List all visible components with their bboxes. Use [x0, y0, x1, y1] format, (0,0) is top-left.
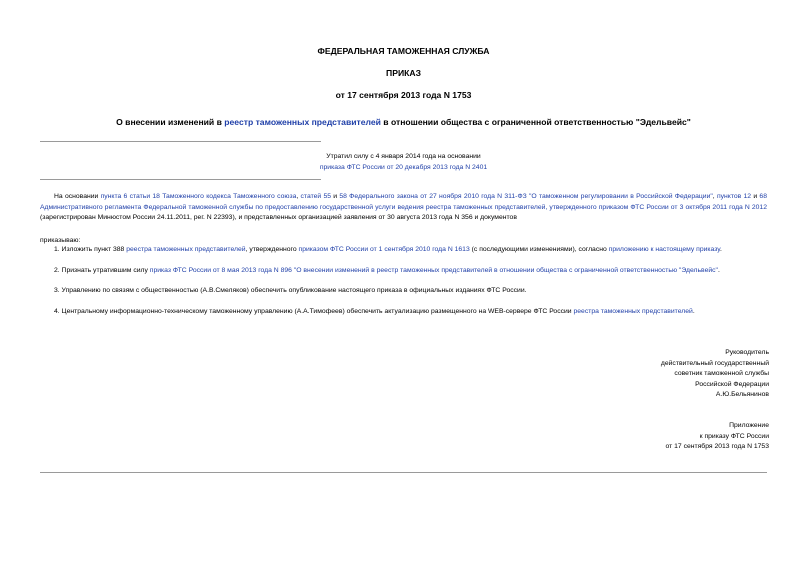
item-text: 4. Центральному информационно-техническому таможенному управлению (А.А.Тимофеев) обеспечить актуализацию размещенного на WEB-сервере ФТС России: [54, 308, 574, 315]
title-suffix: в отношении общества с ограниченной ответственностью "Эдельвейс": [380, 117, 691, 127]
preamble-text: (зарегистрирован Минюстом России 24.11.2011, рег. N 22393), и представленных организацией заявления от 30 августа 2013 года N 356 и документов: [40, 214, 517, 221]
order-item-3: [54, 286, 767, 297]
signature-block: [469, 348, 769, 401]
preamble-text: ,: [712, 193, 717, 200]
item-text: .: [692, 308, 695, 315]
order-item-4: [54, 307, 767, 318]
preamble-link-article-55[interactable]: статей 55: [300, 193, 332, 200]
preamble-text: На основании: [54, 193, 101, 200]
signature-line: Российской Федерации: [695, 380, 769, 388]
appendix-block: [469, 421, 769, 453]
preamble-link-point-12[interactable]: пунктов 12: [716, 193, 752, 200]
order-item-2: [54, 266, 767, 277]
divider-appendix: [40, 472, 767, 473]
document-title: [0, 117, 807, 127]
item-text: 1. Изложить пункт 388: [54, 246, 127, 253]
item-2-order-link[interactable]: приказ ФТС России от 8 мая 2013 года N 896 "О внесении изменений в реестр таможенных представителей в отношении общества с ограниченной ответственностью "Эдельвейс": [149, 267, 718, 274]
title-registry-link[interactable]: реестр таможенных представителей: [224, 117, 381, 127]
item-1-order-link[interactable]: приказом ФТС России от 1 сентября 2010 года N 1613: [298, 246, 470, 253]
item-1-registry-link[interactable]: реестра таможенных представителей: [126, 246, 246, 253]
date-number-heading: от 17 сентября 2013 года N 1753: [335, 90, 472, 100]
signature-line: советник таможенной службы: [674, 370, 769, 377]
signature-line: Руководитель: [725, 349, 769, 356]
status-note: [0, 152, 807, 173]
status-note-link[interactable]: приказа ФТС России от 20 декабря 2013 года N 2401: [319, 163, 488, 171]
order-item-1: [54, 245, 767, 256]
signature-name: А.Ю.Бельянинов: [715, 391, 769, 398]
item-text: (с последующими изменениями), согласно: [469, 246, 609, 253]
preamble-link-federal-law[interactable]: 58 Федерального закона от 27 ноября 2010 года N 311-ФЗ "О таможенном регулировании в Российской Федерации": [339, 193, 713, 200]
preamble-text: и: [331, 193, 340, 200]
divider-top: [40, 141, 321, 142]
item-1-appendix-link[interactable]: приложению к настоящему приказу: [608, 246, 720, 253]
preamble-text: ,: [296, 193, 301, 200]
appendix-line: от 17 сентября 2013 года N 1753: [665, 443, 769, 450]
doc-type-heading: ПРИКАЗ: [386, 68, 421, 78]
status-note-text: Утратил силу с 4 января 2014 года на основании: [326, 153, 481, 160]
divider-bottom: [40, 179, 321, 180]
preamble-paragraph: [40, 192, 767, 224]
item-text: , утвержденного: [245, 246, 299, 253]
preamble-link-regulation[interactable]: 68 Административного регламента Федеральной таможенной службы по предоставлению государственной услуги ведения реестра таможенных представителей, утвержденного приказом ФТС России от 3 октября 2011 года N 2012: [40, 193, 767, 211]
appendix-line: к приказу ФТС России: [699, 432, 769, 440]
item-text: .: [720, 246, 722, 253]
agency-heading: ФЕДЕРАЛЬНАЯ ТАМОЖЕННАЯ СЛУЖБА: [317, 46, 490, 56]
order-word: приказываю:: [40, 237, 81, 244]
item-text: 3. Управлению по связям с общественностью (А.В.Смеляков) обеспечить опубликование настоящего приказа в официальных изданиях ФТС России.: [54, 287, 527, 294]
item-text: 2. Признать утратившим силу: [54, 267, 150, 274]
item-4-registry-link[interactable]: реестра таможенных представителей: [573, 308, 693, 315]
preamble-link-tk-article[interactable]: пункта 6 статьи 18 Таможенного кодекса Таможенного союза: [100, 193, 297, 200]
item-text: .: [717, 267, 720, 274]
appendix-line: Приложение: [729, 422, 769, 429]
title-prefix: О внесении изменений в: [116, 117, 225, 127]
preamble-text: и: [751, 193, 760, 200]
signature-line: действительный государственный: [660, 359, 769, 367]
